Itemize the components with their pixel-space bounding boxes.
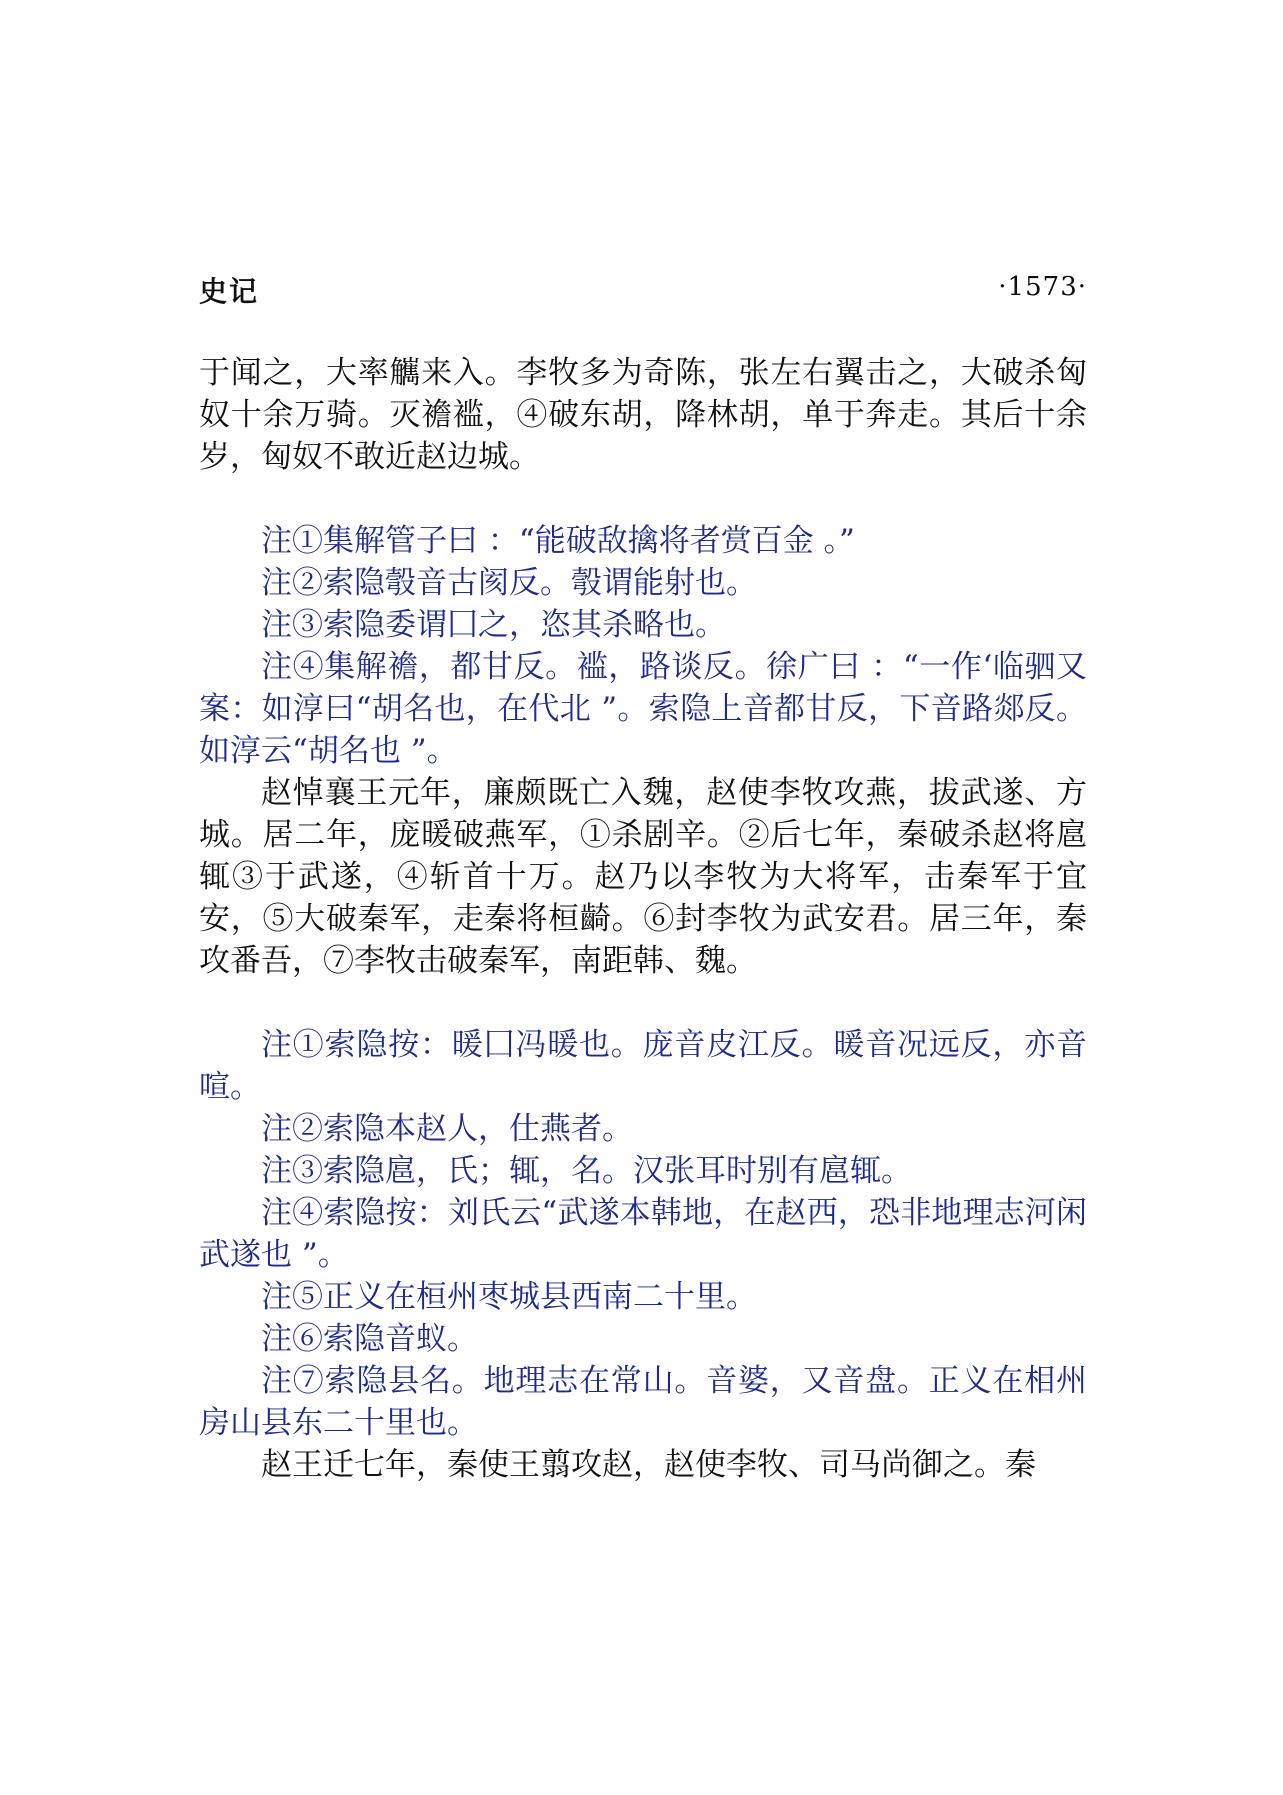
annotation: 注③索隐委谓囗之，恣其杀略也。 [261,607,726,643]
annotation: 注⑤正义在桓州枣城县西南二十里。 [261,1279,757,1315]
annotation: 注④索隐按：刘氏云“武遂本韩地，在赵西，恐非地理志河闲武遂也 ”。 [199,1195,1087,1273]
running-header [199,270,1087,310]
body-text [199,352,1087,1486]
annotation: 注⑥索隐音蚁。 [261,1321,478,1357]
paragraph: 于闻之，大率觽来入。李牧多为奇陈，张左右翼击之，大破杀匈奴十余万骑。灭襜褴，④破东胡，降林胡，单于奔走。其后十余岁，匈奴不敢近赵边城。 [199,355,1087,475]
annotation: 注②索隐彀音古阂反。彀谓能射也。 [261,565,757,601]
annotation: 注①索隐按：暖囗冯暖也。庞音皮江反。暖音况远反，亦音喧。 [199,1027,1087,1105]
paragraph: 赵王迁七年，秦使王翦攻赵，赵使李牧、司马尚御之。秦 [261,1447,1036,1483]
page-number: ·1573· [998,272,1087,302]
annotation: 注③索隐扈，氏；辄，名。汉张耳时别有扈辄。 [261,1153,912,1189]
annotation: 注②索隐本赵人，仕燕者。 [261,1111,633,1147]
annotation: 注①集解管子曰 ：“能破敌擒将者赏百金 。” [261,523,855,559]
annotation: 注④集解襜，都甘反。褴，路谈反。徐广曰 ：“一作‘临驷又案：如淳曰“胡名也，在代北 ”。索隐上音都甘反，下音路郯反。如淳云“胡名也 ”。 [199,649,1087,769]
book-title: 史记 [199,275,260,308]
page [199,270,1087,1486]
paragraph: 赵悼襄王元年，廉颇既亡入魏，赵使李牧攻燕，拔武遂、方城。居二年，庞暖破燕军，①杀剧辛。②后七年，秦破杀赵将扈辄③于武遂，④斩首十万。赵乃以李牧为大将军，击秦军于宜安，⑤大破秦军，走秦将桓齮。⑥封李牧为武安君。居三年，秦攻番吾，⑦李牧击破秦军，南距韩、魏。 [199,775,1087,979]
annotation: 注⑦索隐县名。地理志在常山。音婆，又音盘。正义在相州房山县东二十里也。 [199,1363,1087,1441]
